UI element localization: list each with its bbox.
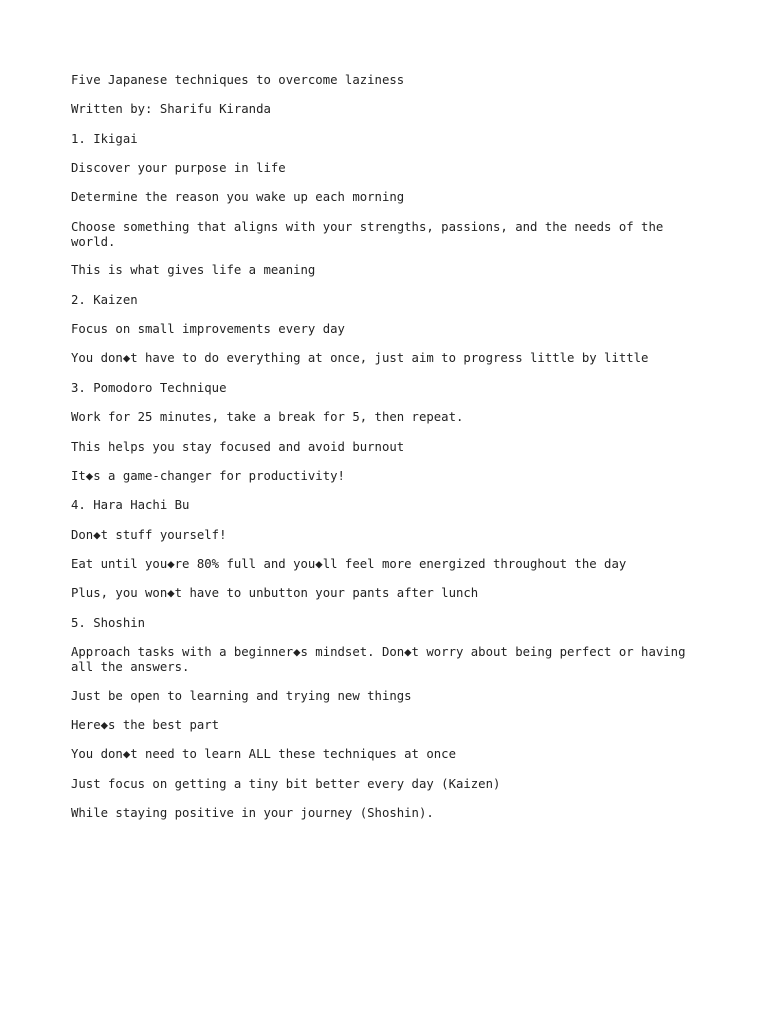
document-author: Written by: Sharifu Kiranda bbox=[71, 102, 271, 116]
section-heading-shoshin: 5. Shoshin bbox=[71, 616, 146, 630]
paragraph: Eat until you◆re 80% full and you◆ll feel more energized throughout the day bbox=[71, 557, 627, 571]
document-title: Five Japanese techniques to overcome laziness bbox=[71, 73, 405, 87]
paragraph: Discover your purpose in life bbox=[71, 161, 286, 175]
paragraph: Just focus on getting a tiny bit better every day (Kaizen) bbox=[71, 777, 501, 791]
paragraph: Just be open to learning and trying new things bbox=[71, 689, 412, 703]
section-heading-pomodoro: 3. Pomodoro Technique bbox=[71, 381, 227, 395]
paragraph: Focus on small improvements every day bbox=[71, 322, 345, 336]
paragraph: This is what gives life a meaning bbox=[71, 263, 316, 277]
section-heading-kaizen: 2. Kaizen bbox=[71, 293, 138, 307]
paragraph: Approach tasks with a beginner◆s mindset. Don◆t worry about being perfect or having all the answers. bbox=[71, 645, 693, 674]
paragraph: Choose something that aligns with your strengths, passions, and the needs of the world. bbox=[71, 220, 671, 249]
paragraph: Plus, you won◆t have to unbutton your pants after lunch bbox=[71, 586, 479, 600]
paragraph: It◆s a game-changer for productivity! bbox=[71, 469, 345, 483]
paragraph: You don◆t need to learn ALL these techniques at once bbox=[71, 747, 456, 761]
section-heading-ikigai: 1. Ikigai bbox=[71, 132, 138, 146]
paragraph: While staying positive in your journey (Shoshin). bbox=[71, 806, 434, 820]
paragraph: Don◆t stuff yourself! bbox=[71, 528, 227, 542]
paragraph: Here◆s the best part bbox=[71, 718, 220, 732]
paragraph: Work for 25 minutes, take a break for 5, then repeat. bbox=[71, 410, 464, 424]
paragraph: You don◆t have to do everything at once, just aim to progress little by little bbox=[71, 351, 649, 365]
section-heading-hara-hachi-bu: 4. Hara Hachi Bu bbox=[71, 498, 190, 512]
paragraph: This helps you stay focused and avoid burnout bbox=[71, 440, 405, 454]
paragraph: Determine the reason you wake up each morning bbox=[71, 190, 405, 204]
